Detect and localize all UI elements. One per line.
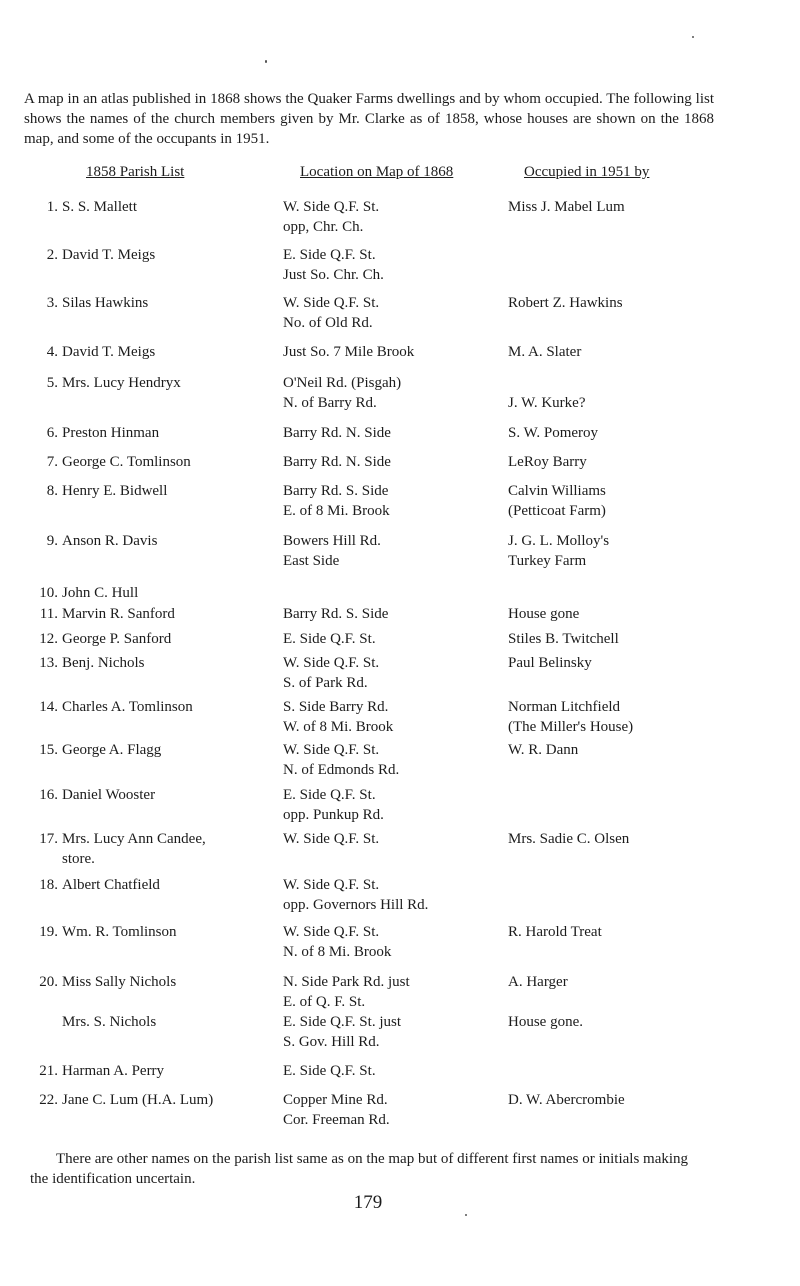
- location-line: O'Neil Rd. (Pisgah): [283, 375, 402, 391]
- closing-note: There are other names on the parish list same as on the map but of different first names or initials making the identification uncertain.: [30, 1151, 689, 1187]
- occupant-line: Miss J. Mabel Lum: [508, 199, 625, 215]
- map-location: [283, 342, 498, 362]
- occupant-line: (Petticoat Farm): [508, 503, 606, 519]
- member-name: David T. Meigs: [62, 344, 156, 360]
- parish-member: [32, 875, 278, 895]
- parish-member: [32, 583, 278, 603]
- entry-number: 5.: [46, 375, 58, 391]
- occupant-1951: [508, 1012, 748, 1032]
- entry-number: 14.: [39, 699, 58, 715]
- page-number: 179: [353, 1192, 383, 1213]
- location-line: W. Side Q.F. St.: [283, 742, 380, 758]
- parish-member: [32, 1061, 278, 1081]
- parish-member: [32, 1012, 278, 1032]
- location-line: Barry Rd. N. Side: [283, 425, 391, 441]
- parish-member: [32, 972, 278, 992]
- location-line: No. of Old Rd.: [283, 315, 373, 331]
- occupant-1951: [508, 1090, 748, 1110]
- entry-number: 11.: [39, 606, 58, 622]
- member-name: Mrs. Lucy Hendryx: [62, 375, 181, 391]
- occupant-line: S. W. Pomeroy: [508, 425, 599, 441]
- location-line: E. Side Q.F. St.: [283, 787, 376, 803]
- header-occupied: Occupied in 1951 by: [524, 164, 650, 180]
- paper-speck: [465, 1214, 467, 1216]
- occupant-line: J. G. L. Molloy's: [508, 533, 610, 549]
- member-name: Mrs. Lucy Ann Candee,: [62, 831, 206, 847]
- map-location: [283, 1061, 498, 1081]
- entry-number: 20.: [39, 974, 58, 990]
- entry-number: 13.: [39, 655, 58, 671]
- occupant-line: House gone.: [508, 1014, 583, 1030]
- occupant-1951: [508, 197, 748, 217]
- occupant-line: Norman Litchfield: [508, 699, 621, 715]
- occupant-line: Mrs. Sadie C. Olsen: [508, 831, 630, 847]
- occupant-1951: [508, 653, 748, 673]
- occupant-line: House gone: [508, 606, 580, 622]
- map-location: [283, 785, 498, 825]
- entry-number: 15.: [39, 742, 58, 758]
- location-line: East Side: [283, 553, 340, 569]
- map-location: [283, 697, 498, 737]
- parish-member: [32, 531, 278, 551]
- parish-member: [32, 342, 278, 362]
- member-name: S. S. Mallett: [62, 199, 138, 215]
- entry-number: 6.: [46, 425, 58, 441]
- paper-speck: [692, 36, 694, 38]
- member-name: Miss Sally Nichols: [62, 974, 177, 990]
- location-line: W. Side Q.F. St.: [283, 199, 380, 215]
- location-line: W. of 8 Mi. Brook: [283, 719, 394, 735]
- location-line: W. Side Q.F. St.: [283, 831, 380, 847]
- map-location: [283, 293, 498, 333]
- occupant-line: Robert Z. Hawkins: [508, 295, 623, 311]
- location-line: N. Side Park Rd. just: [283, 974, 410, 990]
- entry-number: 21.: [39, 1063, 58, 1079]
- location-line: W. Side Q.F. St.: [283, 655, 380, 671]
- location-line: Barry Rd. S. Side: [283, 483, 389, 499]
- entry-number: 19.: [39, 924, 58, 940]
- occupant-line: LeRoy Barry: [508, 454, 587, 470]
- member-name: George P. Sanford: [62, 631, 172, 647]
- header-location: Location on Map of 1868: [300, 164, 454, 180]
- occupant-1951: [508, 829, 748, 849]
- occupant-1951: [508, 531, 748, 571]
- parish-member: [32, 740, 278, 760]
- occupant-1951: [508, 922, 748, 942]
- parish-member: [32, 293, 278, 313]
- parish-member: [32, 653, 278, 673]
- parish-member: [32, 1090, 278, 1110]
- entry-number: 18.: [39, 877, 58, 893]
- occupant-1951: [508, 452, 748, 472]
- parish-member: [32, 423, 278, 443]
- map-location: [283, 875, 498, 915]
- occupant-1951: [508, 604, 748, 624]
- parish-member: [32, 697, 278, 717]
- map-location: [283, 604, 498, 624]
- member-name: Wm. R. Tomlinson: [62, 924, 177, 940]
- parish-member: [32, 604, 278, 624]
- parish-member: [32, 373, 278, 393]
- occupant-line: M. A. Slater: [508, 344, 582, 360]
- member-name: Marvin R. Sanford: [62, 606, 175, 622]
- location-line: W. Side Q.F. St.: [283, 877, 380, 893]
- header-parish-list: 1858 Parish List: [86, 164, 185, 180]
- entry-number: 2.: [46, 247, 58, 263]
- member-name: David T. Meigs: [62, 247, 156, 263]
- location-line: E. Side Q.F. St. just: [283, 1014, 401, 1030]
- entry-number: 1.: [46, 199, 58, 215]
- entry-number: 3.: [46, 295, 58, 311]
- location-line: S. of Park Rd.: [283, 675, 368, 691]
- map-location: [283, 740, 498, 780]
- member-name: Albert Chatfield: [62, 877, 160, 893]
- occupant-1951: [508, 342, 748, 362]
- parish-member: [32, 245, 278, 265]
- entry-number: 9.: [46, 533, 58, 549]
- occupant-1951: [508, 697, 748, 737]
- occupant-line: W. R. Dann: [508, 742, 579, 758]
- occupant-line: Calvin Williams: [508, 483, 606, 499]
- location-line: Copper Mine Rd.: [283, 1092, 388, 1108]
- location-line: S. Gov. Hill Rd.: [283, 1034, 380, 1050]
- member-name: Harman A. Perry: [62, 1063, 165, 1079]
- occupant-line: Turkey Farm: [508, 553, 587, 569]
- location-line: Bowers Hill Rd.: [283, 533, 381, 549]
- map-location: [283, 1012, 498, 1052]
- member-name: Silas Hawkins: [62, 295, 149, 311]
- location-line: Barry Rd. N. Side: [283, 454, 391, 470]
- entry-number: 4.: [46, 344, 58, 360]
- occupant-line: R. Harold Treat: [508, 924, 602, 940]
- occupant-line: D. W. Abercrombie: [508, 1092, 625, 1108]
- map-location: [283, 653, 498, 693]
- map-location: [283, 829, 498, 849]
- location-line: opp. Governors Hill Rd.: [283, 897, 429, 913]
- location-line: E. of 8 Mi. Brook: [283, 503, 390, 519]
- member-name: Benj. Nichols: [62, 655, 145, 671]
- member-name: store.: [62, 851, 95, 867]
- map-location: [283, 1090, 498, 1130]
- member-name: Jane C. Lum (H.A. Lum): [62, 1092, 214, 1108]
- map-location: [283, 629, 498, 649]
- entry-number: 7.: [46, 454, 58, 470]
- location-line: E. Side Q.F. St.: [283, 1063, 376, 1079]
- map-location: [283, 531, 498, 571]
- occupant-1951: [508, 629, 748, 649]
- member-name: Charles A. Tomlinson: [62, 699, 193, 715]
- location-line: Barry Rd. S. Side: [283, 606, 389, 622]
- intro-paragraph: A map in an atlas published in 1868 shows the Quaker Farms dwellings and by whom occupied. The following list shows the names of the church members given by Mr. Clarke as of 1858, whose houses are shown on the 1868 map, and some of the occupants in 1951.: [24, 91, 714, 147]
- location-line: E. of Q. F. St.: [283, 994, 366, 1010]
- parish-member: [32, 785, 278, 805]
- paper-speck: [265, 60, 267, 63]
- location-line: W. Side Q.F. St.: [283, 295, 380, 311]
- occupant-1951: [508, 740, 748, 760]
- occupant-1951: [508, 373, 748, 413]
- map-location: [283, 452, 498, 472]
- map-location: [283, 197, 498, 237]
- parish-member: [32, 629, 278, 649]
- location-line: Cor. Freeman Rd.: [283, 1112, 390, 1128]
- map-location: [283, 481, 498, 521]
- member-name: George A. Flagg: [62, 742, 162, 758]
- occupant-line: Paul Belinsky: [508, 655, 592, 671]
- location-line: opp, Chr. Ch.: [283, 219, 364, 235]
- occupant-line: J. W. Kurke?: [508, 395, 586, 411]
- location-line: E. Side Q.F. St.: [283, 247, 376, 263]
- occupant-1951: [508, 481, 748, 521]
- location-line: opp. Punkup Rd.: [283, 807, 384, 823]
- member-name: Daniel Wooster: [62, 787, 156, 803]
- entry-number: 22.: [39, 1092, 58, 1108]
- parish-member: [32, 197, 278, 217]
- occupant-line: Stiles B. Twitchell: [508, 631, 619, 647]
- member-name: Henry E. Bidwell: [62, 483, 168, 499]
- occupant-line: A. Harger: [508, 974, 568, 990]
- map-location: [283, 245, 498, 285]
- member-name: Anson R. Davis: [62, 533, 158, 549]
- map-location: [283, 922, 498, 962]
- location-line: W. Side Q.F. St.: [283, 924, 380, 940]
- occupant-line: (The Miller's House): [508, 719, 634, 735]
- parish-member: [32, 481, 278, 501]
- entry-number: 8.: [46, 483, 58, 499]
- location-line: S. Side Barry Rd.: [283, 699, 389, 715]
- location-line: N. of 8 Mi. Brook: [283, 944, 392, 960]
- map-location: [283, 423, 498, 443]
- location-line: E. Side Q.F. St.: [283, 631, 376, 647]
- occupant-1951: [508, 293, 748, 313]
- occupant-1951: [508, 423, 748, 443]
- parish-member: [32, 922, 278, 942]
- location-line: Just So. 7 Mile Brook: [283, 344, 415, 360]
- member-name: Preston Hinman: [62, 425, 160, 441]
- occupant-line: [508, 373, 748, 393]
- location-line: N. of Barry Rd.: [283, 395, 377, 411]
- map-location: [283, 373, 498, 413]
- location-line: N. of Edmonds Rd.: [283, 762, 400, 778]
- location-line: Just So. Chr. Ch.: [283, 267, 384, 283]
- entry-number: 12.: [39, 631, 58, 647]
- parish-member: [32, 829, 278, 869]
- occupant-1951: [508, 972, 748, 992]
- entry-number: 16.: [39, 787, 58, 803]
- member-name: John C. Hull: [62, 585, 139, 601]
- map-location: [283, 972, 498, 1012]
- parish-member: [32, 452, 278, 472]
- entry-number: 10.: [39, 585, 58, 601]
- member-name: George C. Tomlinson: [62, 454, 191, 470]
- entry-number: 17.: [39, 831, 58, 847]
- member-name: Mrs. S. Nichols: [62, 1014, 157, 1030]
